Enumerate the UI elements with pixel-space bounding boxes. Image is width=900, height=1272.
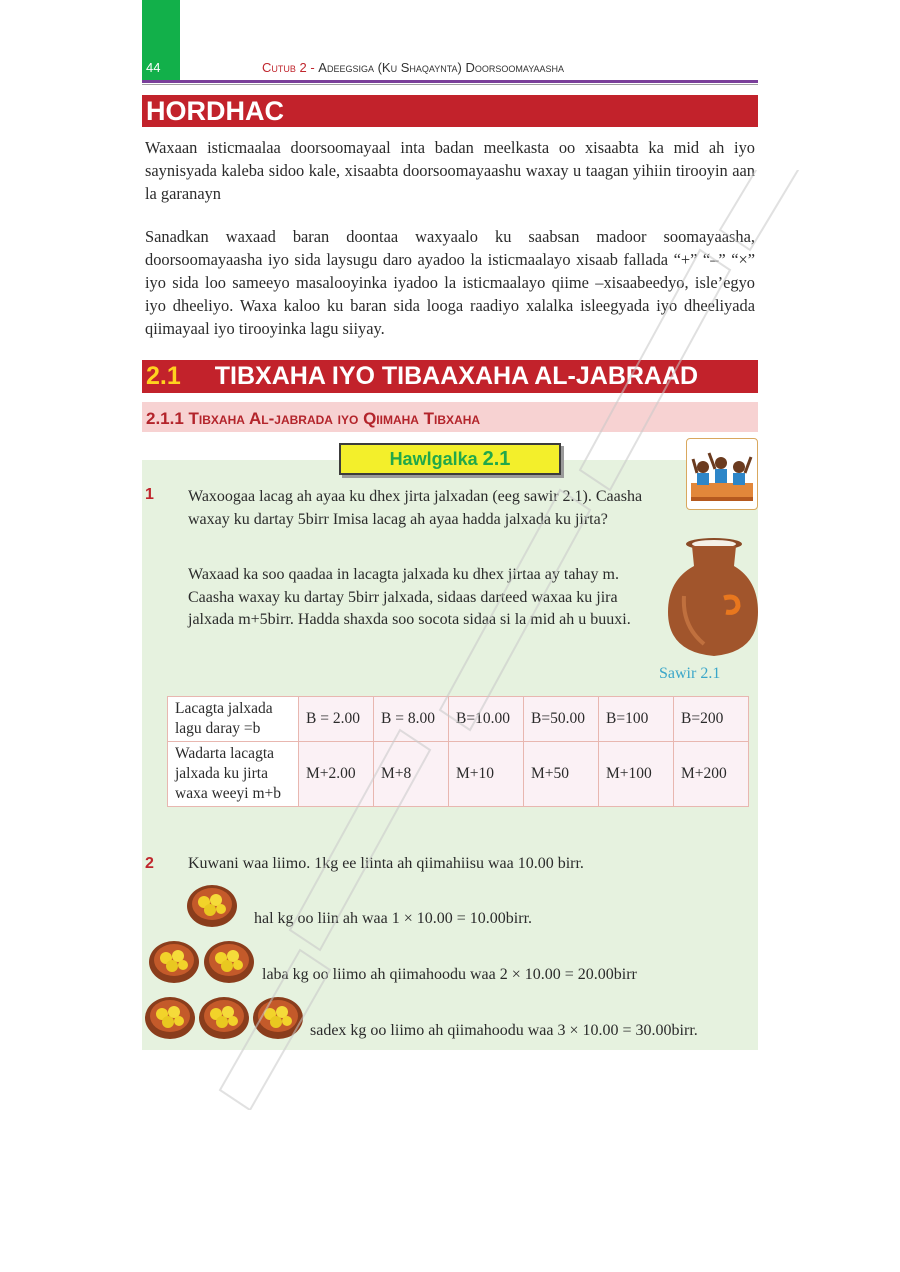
intro-heading: HORDHAC [142,95,758,127]
lemon-basket-icon [252,994,304,1040]
table-cell: M+100 [599,742,674,807]
item-2-number: 2 [145,855,154,872]
section-heading [142,360,758,393]
table-cell: M+200 [674,742,749,807]
chapter-label: Cutub 2 - [262,60,315,75]
table-cell: B=200 [674,697,749,742]
running-header [262,60,564,75]
money-table [167,696,749,807]
item-1-text: Waxoogaa lacag ah ayaa ku dhex jirta jalxadan (eeg sawir 2.1). Caasha waxay ku dartay 5birr Imisa lacag ah ayaa hadda jalxada ku jirta? [188,488,643,528]
lemon-line-2: laba kg oo liimo ah qiimahoodu waa 2 × 10.00 = 20.00birr [262,966,637,983]
lemon-line-3: sadex kg oo liimo ah qiimahoodu waa 3 × 10.00 = 30.00birr. [310,1022,698,1039]
table-row-header: Wadarta lacagta jalxada ku jirta waxa weeyi m+b [168,742,299,807]
table-cell: M+50 [524,742,599,807]
lemon-line-1: hal kg oo liin ah waa 1 × 10.00 = 10.00birr. [254,910,533,927]
table-cell: M+10 [449,742,524,807]
table-cell: M+2.00 [299,742,374,807]
lemon-basket-icon [186,882,238,928]
table-cell: B=10.00 [449,697,524,742]
lemon-basket-icon [198,994,250,1040]
section-title: TIBXAHA IYO TIBAAXAHA AL-JABRAAD [214,362,699,390]
item-1-number: 1 [145,486,154,503]
header-rule [142,80,758,83]
table-cell: M+8 [374,742,449,807]
table-row-header: Lacagta jalxada lagu daray =b [168,697,299,742]
header-rule-thin [142,84,758,85]
intro-paragraph-1: Waxaan isticmaalaa doorsoomayaal inta badan meelkasta oo xisaabta ka mid ah iyo saynisyada kaleba sidoo kale, xisaabta doorsoomayaashu waxay u taagan yihiin tirooyin aan la garanayn [145,138,755,203]
activity-label-text: Hawlgalka [389,449,478,469]
figure-caption: Sawir 2.1 [659,665,721,682]
item-2-text: Kuwani waa liimo. 1kg ee liinta ah qiimahiisu waa 10.00 birr. [188,855,584,872]
item-1-text-continued: Waxaad ka soo qaadaa in lacagta jalxada ku dhex jirtaa ay tahay m. Caasha waxay ku dartay 5birr jalxada, sidaas darteed waxaa ku jira jalxada m+5birr. Hadda shaxda soo socota sidaa si la mid ah u buuxi. [188,566,631,628]
table-row [168,697,749,742]
table-cell: B = 2.00 [299,697,374,742]
section-number: 2.1 [146,362,181,390]
table-cell: B = 8.00 [374,697,449,742]
lemon-basket-icon [148,938,200,984]
table-row [168,742,749,807]
activity-label-number: 2.1 [482,448,511,470]
chapter-title: Adeegsiga (Ku Shaqaynta) Doorsoomayaasha [318,60,565,75]
subsection-heading: 2.1.1 Tibxaha Al-jabrada iyo Qiimaha Tibxaha [142,402,758,432]
lemon-basket-icon [203,938,255,984]
students-illustration [686,438,758,510]
intro-paragraph-2: Sanadkan waxaad baran doontaa waxyaalo ku saabsan madoor soomayaasha, doorsoomayaasha iyo sida laysugu daro ayadoo la isticmaalayo xisaab fallada “+” “–” “×” iyo sida loo sameeyo masalooyinka iyadoo la isticmaalayo qiime –xisaabeedyo, isle’egyo iyo dheeliyo. Waxa kaloo ku baran sida looga raadiyo xalalka isleegyada iyo dheeliyada qiimayaal iyo tirooyinka lagu siiyay. [145,227,755,338]
table-cell: B=50.00 [524,697,599,742]
table-cell: B=100 [599,697,674,742]
clay-pot-illustration [664,536,760,658]
lemon-basket-icon [144,994,196,1040]
page-number: 44 [146,60,161,75]
activity-label [339,443,561,475]
